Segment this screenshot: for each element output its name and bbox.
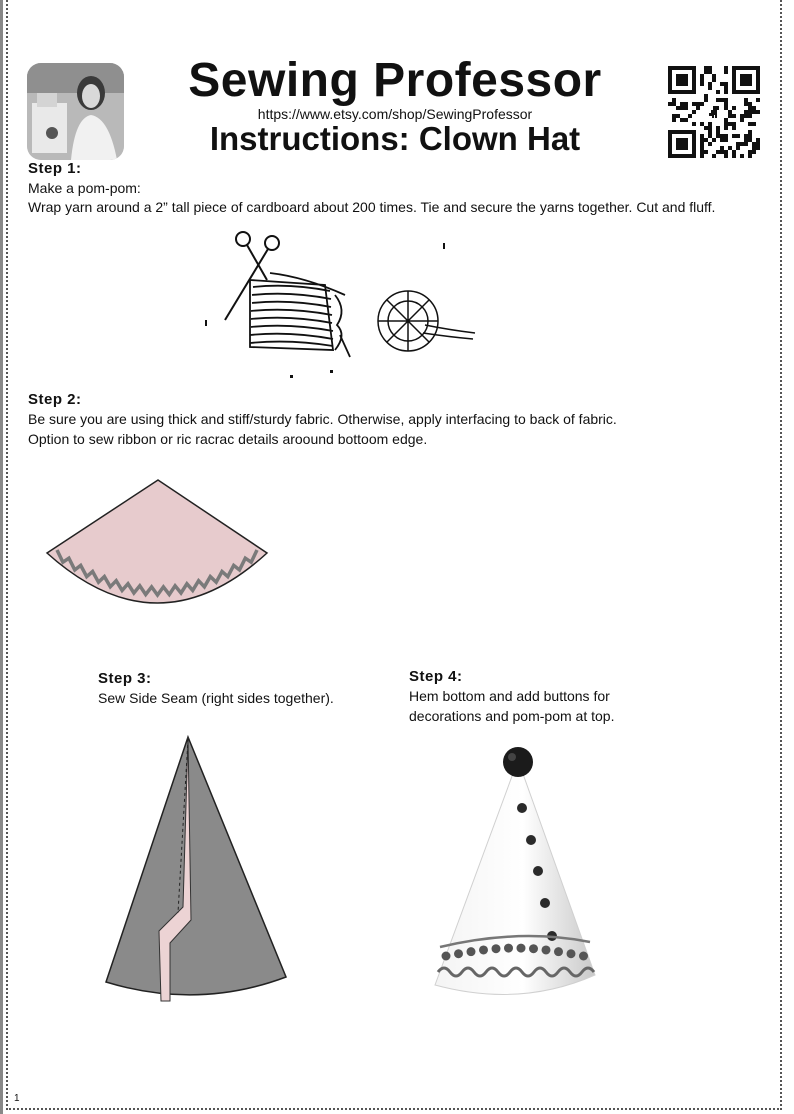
step-4-label: Step 4: <box>409 668 463 685</box>
step-2-line-1: Be sure you are using thick and stiff/sturdy fabric. Otherwise, apply interfacing to back of fabric. <box>28 411 617 427</box>
sewn-cone-illustration <box>103 735 293 1005</box>
step-1-line-2: Wrap yarn around a 2” tall piece of cardboard about 200 times. Tie and secure the yarns together. Cut and fluff. <box>28 199 716 215</box>
qr-code-icon[interactable] <box>668 66 760 158</box>
step-1-line-1: Make a pom-pom: <box>28 180 141 196</box>
step-2-line-2: Option to sew ribbon or ric racrac details aroound bottoom edge. <box>28 431 428 447</box>
brand-title: Sewing Professor <box>188 54 602 107</box>
page-number: 1 <box>14 1093 20 1104</box>
finished-clown-hat-illustration <box>430 740 605 1005</box>
step-4-line-2: decorations and pom-pom at top. <box>409 708 615 724</box>
shop-url[interactable]: https://www.etsy.com/shop/SewingProfessor <box>257 106 533 122</box>
step-3-line-1: Sew Side Seam (right sides together). <box>98 690 334 706</box>
step-2-label: Step 2: <box>28 391 82 408</box>
page-edge <box>0 0 3 1114</box>
pom-pom-illustration <box>195 225 495 385</box>
pom-pom-icon <box>503 747 533 777</box>
step-4-line-1: Hem bottom and add buttons for <box>409 688 610 704</box>
fabric-pattern-illustration <box>45 478 275 628</box>
seamstress-photo <box>27 63 124 160</box>
yarn-wrap <box>250 273 350 357</box>
step-1-label: Step 1: <box>28 160 82 177</box>
step-3-label: Step 3: <box>98 670 152 687</box>
page-title: Instructions: Clown Hat <box>209 120 581 157</box>
pom-pom-icon <box>378 291 475 351</box>
